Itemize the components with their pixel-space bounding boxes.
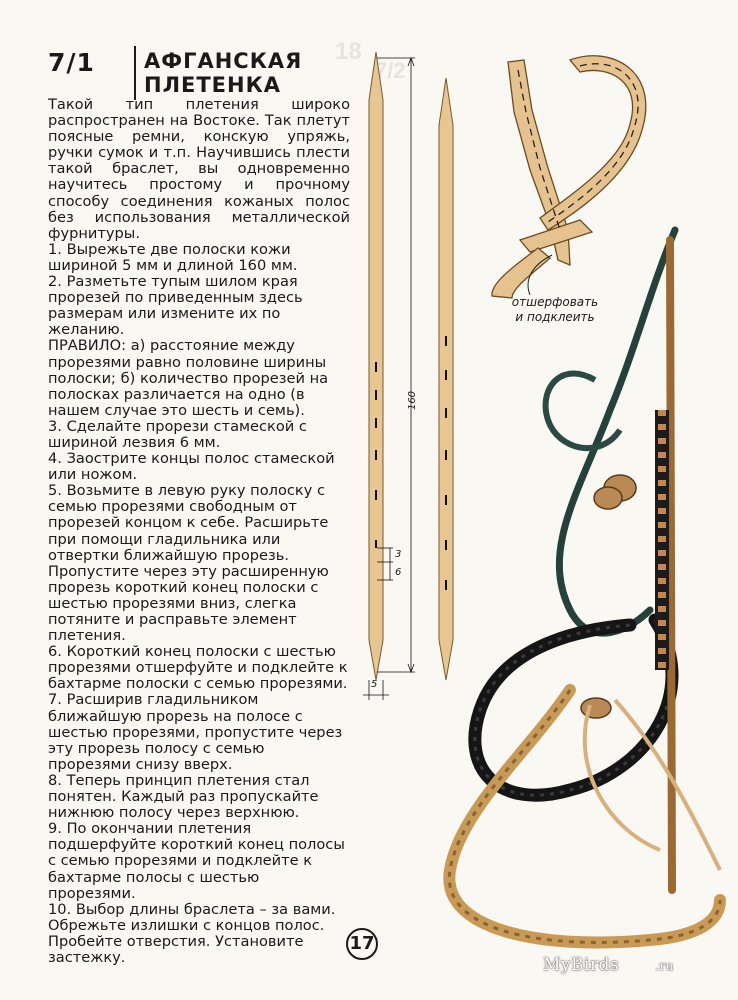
step-10: 10. Выбор длины браслета – за вами. Обрежьте излишки с концов полос. Пробейте отверстия. Установите застежку. — [48, 900, 336, 966]
watermark-brand: MyBirds — [543, 955, 620, 975]
header-divider — [134, 46, 136, 100]
bleed-through-heading: 7/2 — [375, 58, 406, 83]
section-title — [144, 49, 344, 97]
dimension-label-160: 160 — [407, 390, 419, 411]
instructions-text — [48, 97, 350, 966]
bleed-through-page-number: 18 — [335, 38, 362, 65]
dimension-label-6: 6 — [395, 567, 402, 578]
step-5: 5. Возьмите в левую руку полоску с семью прорезями свободным от прорезей концом к себе. Расширьте при помощи гладильника или отвертки ближайшую прорезь. Пропустите через эту расширенную прорезь короткий конец полоски с шестью прорезями вниз, слегка потяните и расправьте элемент плетения. — [48, 482, 329, 645]
wooden-stick — [670, 240, 672, 890]
caption-line-1: отшерфовать — [511, 295, 599, 309]
section-title-line-1: АФГАНСКАЯ — [144, 49, 303, 73]
caption-line-2: и подклеить — [515, 310, 595, 324]
step-3: 3. Сделайте прорези стамеской с шириной лезвия 6 мм. — [48, 417, 307, 451]
step-2: 2. Разметьте тупым шилом края прорезей по приведенным здесь размерам или измените их по желанию. — [48, 273, 303, 339]
page-number: 17 — [346, 928, 378, 960]
sketch-caption — [505, 295, 605, 325]
step-8: 8. Теперь принцип плетения стал понятен. Каждый раз пропускайте нижнюю полосу через верхнюю. — [48, 771, 319, 822]
braided-bracelet-photo — [420, 50, 738, 960]
section-title-line-2: ПЛЕТЕНКА — [144, 73, 282, 97]
dimension-label-5: 5 — [371, 679, 378, 690]
step-6: 6. Короткий конец полоски с шестью прорезями отшерфуйте и подклейте к бахтарме полоски с семью прорезями. — [48, 643, 348, 693]
wooden-beads — [581, 475, 636, 718]
dimension-label-3: 3 — [395, 549, 402, 560]
site-watermark — [543, 955, 674, 975]
rule-paragraph: ПРАВИЛО: а) расстояние между прорезями равно половине ширины полоски; б) количество прорезей на полосках различается на одно (в нашем случае это шесть и семь). — [48, 337, 329, 419]
step-7: 7. Расширив гладильником ближайшую прорезь на полосе с шестью прорезями, пропустите через эту прорезь полосу с семью прорезями снизу вверх. — [48, 691, 343, 773]
section-header — [48, 46, 348, 100]
watermark-domain: .ru — [655, 959, 674, 973]
step-1: 1. Вырежьте две полоски кожи шириной 5 мм и длиной 160 мм. — [48, 240, 298, 274]
intro-paragraph: Такой тип плетения широко распространен на Востоке. Так плетут поясные ремни, конскую упряжь, ручки сумок и т.п. Научившись плести такой браслет, вы одновременно научитесь простому и прочному способу соединения кожаных полос без использования металлической фурнитуры. — [48, 96, 350, 242]
step-9: 9. По окончании плетения подшерфуйте короткий конец полосы с семью прорезями и подклейте к бахтарме полосы с шестью прорезями. — [48, 820, 345, 902]
section-number: 7/1 — [48, 48, 95, 77]
crossed-strips-sketch — [492, 56, 646, 298]
step-4: 4. Заострите концы полос стамеской или ножом. — [48, 450, 335, 484]
